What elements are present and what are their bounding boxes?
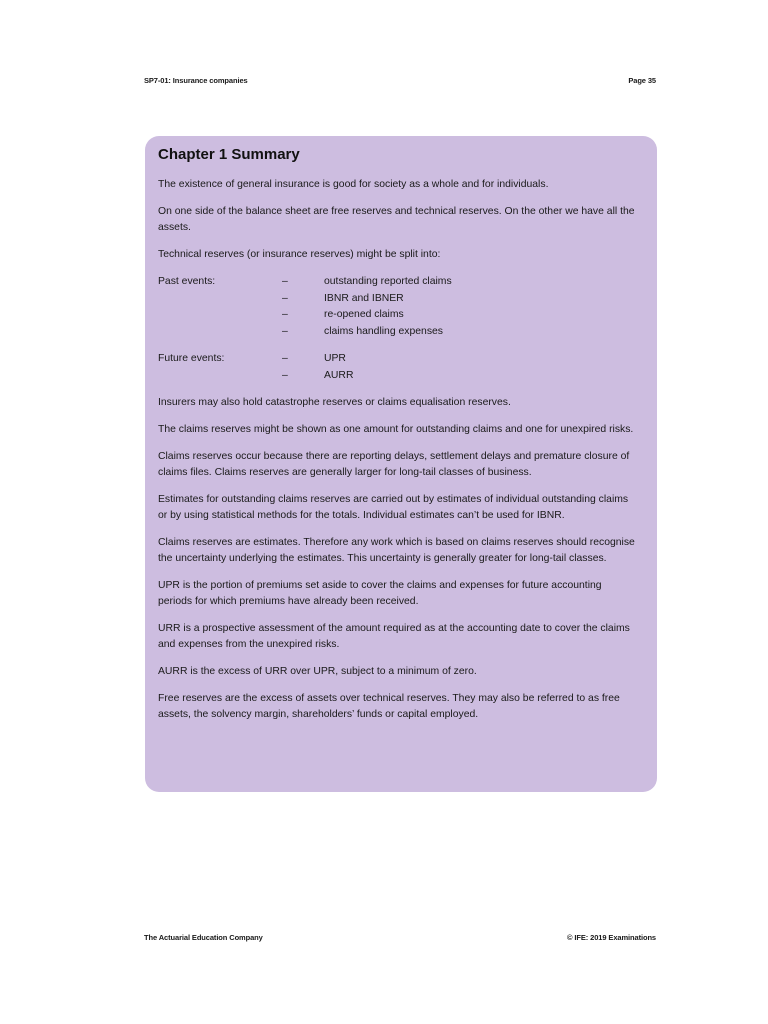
summary-paragraph: Claims reserves are estimates. Therefore any work which is based on claims reserves should recognise the uncertainty underlying the estimates. This uncertainty is generally greater for long-tail classes. <box>158 537 635 564</box>
list-dash: – <box>282 276 288 287</box>
past-events-label: Past events: <box>158 276 216 287</box>
list-item: IBNR and IBNER <box>324 292 404 304</box>
summary-paragraph: UPR is the portion of premiums set aside to cover the claims and expenses for future accounting periods for which premiums have already been received. <box>158 580 602 607</box>
footer-copyright: © IFE: 2019 Examinations <box>567 933 656 942</box>
header-course-code: SP7-01: Insurance companies <box>144 76 248 85</box>
list-dash: – <box>282 309 288 320</box>
summary-paragraph: Insurers may also hold catastrophe reserves or claims equalisation reserves. <box>158 397 511 408</box>
list-dash: – <box>282 292 288 304</box>
list-item: claims handling expenses <box>324 325 443 337</box>
list-item: re-opened claims <box>324 309 404 320</box>
list-item: outstanding reported claims <box>324 276 452 287</box>
summary-paragraph: The existence of general insurance is good for society as a whole and for individuals. <box>158 179 549 190</box>
list-item: AURR <box>324 369 354 381</box>
header-page-number: Page 35 <box>628 76 656 85</box>
summary-paragraph: Claims reserves occur because there are reporting delays, settlement delays and premature closure of claims files. Claims reserves are generally larger for long-tail classes of business. <box>158 451 630 478</box>
summary-paragraph: The claims reserves might be shown as one amount for outstanding claims and one for unexpired risks. <box>158 424 634 435</box>
summary-paragraph: URR is a prospective assessment of the amount required as at the accounting date to cover the claims and expenses from the unexpired risks. <box>158 623 630 650</box>
list-dash: – <box>282 325 288 337</box>
list-dash: – <box>282 369 288 381</box>
list-item: UPR <box>324 353 346 364</box>
summary-paragraph: AURR is the excess of URR over UPR, subject to a minimum of zero. <box>158 666 477 677</box>
list-dash: – <box>282 353 288 364</box>
summary-paragraph: On one side of the balance sheet are free reserves and technical reserves. On the other we have all the assets. <box>158 206 635 233</box>
summary-title: Chapter 1 Summary <box>158 146 300 163</box>
future-events-list <box>158 351 637 384</box>
past-events-list <box>158 274 637 340</box>
footer-publisher: The Actuarial Education Company <box>144 933 263 942</box>
future-events-label: Future events: <box>158 353 225 364</box>
summary-paragraph: Free reserves are the excess of assets over technical reserves. They may also be referred to as free assets, the solvency margin, shareholders’ funds or capital employed. <box>158 693 620 720</box>
summary-paragraph: Estimates for outstanding claims reserves are carried out by estimates of individual outstanding claims or by using statistical methods for the totals. Individual estimates can’t be used for IBNR. <box>158 494 629 521</box>
chapter-summary-box <box>145 136 657 792</box>
summary-paragraph: Technical reserves (or insurance reserves) might be split into: <box>158 249 441 260</box>
